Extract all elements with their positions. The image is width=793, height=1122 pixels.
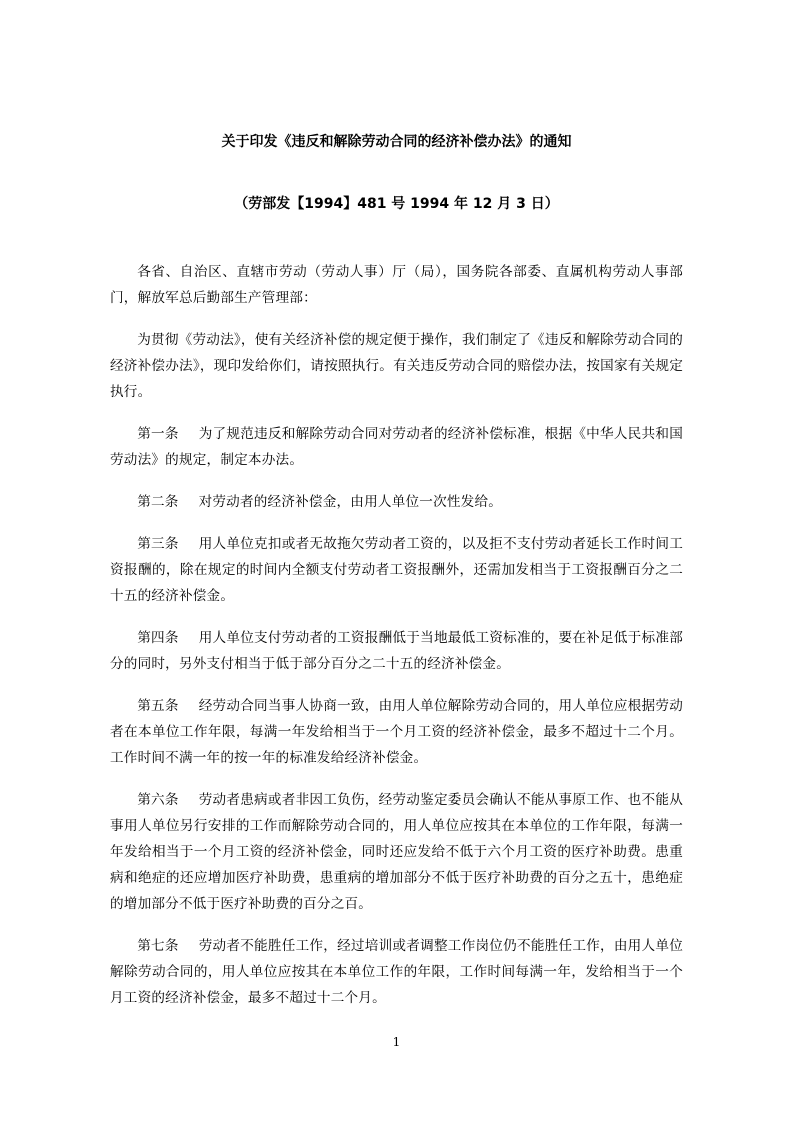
article-label: 第三条 (137, 536, 179, 552)
document-title: 关于印发《违反和解除劳动合同的经济补偿办法》的通知 (221, 134, 572, 150)
article-label: 第五条 (137, 698, 179, 714)
article-1 (110, 421, 683, 473)
article-text: 用人单位支付劳动者的工资报酬低于当地最低工资标准的，要在补足低于标准部分的同时，另外支付相当于低于部分百分之二十五的经济补偿金。 (110, 630, 683, 672)
article-label: 第六条 (137, 792, 179, 808)
page-number: 1 (392, 1035, 401, 1049)
article-text: 劳动者患病或者非因工负伤，经劳动鉴定委员会确认不能从事原工作、也不能从事用人单位另行安排的工作而解除劳动合同的，用人单位应按其在本单位的工作年限，每满一年发给相当于一个月工资的经济补偿金，同时还应发给不低于六个月工资的医疗补助费。患重病和绝症的还应增加医疗补助费，患重病的增加部分不低于医疗补助费的百分之五十，患绝症的增加部分不低于医疗补助费的百分之百。 (110, 792, 683, 912)
article-label: 第二条 (137, 494, 179, 510)
article-text: 用人单位克扣或者无故拖欠劳动者工资的，以及拒不支付劳动者延长工作时间工资报酬的，除在规定的时间内全额支付劳动者工资报酬外，还需加发相当于工资报酬百分之二十五的经济补偿金。 (110, 536, 683, 604)
article-text: 经劳动合同当事人协商一致，由用人单位解除劳动合同的，用人单位应根据劳动者在本单位工作年限，每满一年发给相当于一个月工资的经济补偿金，最多不超过十二个月。工作时间不满一年的按一年的标准发给经济补偿金。 (110, 698, 683, 766)
article-text: 为了规范违反和解除劳动合同对劳动者的经济补偿标准，根据《中华人民共和国劳动法》的规定，制定本办法。 (110, 426, 683, 468)
article-text: 对劳动者的经济补偿金，由用人单位一次性发给。 (198, 494, 503, 510)
article-label: 第一条 (137, 426, 179, 442)
intro-paragraph-notice: 为贯彻《劳动法》，使有关经济补偿的规定便于操作，我们制定了《违反和解除劳动合同的经济补偿办法》，现印发给你们，请按照执行。有关违反劳动合同的赔偿办法，按国家有关规定执行。 (110, 332, 683, 400)
article-2 (110, 489, 683, 515)
article-label: 第七条 (137, 938, 179, 954)
intro-paragraph-addressees: 各省、自治区、直辖市劳动（劳动人事）厅（局），国务院各部委、直属机构劳动人事部门，解放军总后勤部生产管理部： (110, 264, 683, 306)
article-3 (110, 531, 683, 609)
document-body (110, 259, 683, 1027)
article-label: 第四条 (137, 630, 179, 646)
article-6 (110, 787, 683, 917)
article-4 (110, 625, 683, 677)
document-subtitle: （劳部发【1994】481 号 1994 年 12 月 3 日） (234, 196, 559, 212)
article-7 (110, 933, 683, 1011)
article-text: 劳动者不能胜任工作，经过培训或者调整工作岗位仍不能胜任工作，由用人单位解除劳动合同的，用人单位应按其在本单位工作的年限，工作时间每满一年，发给相当于一个月工资的经济补偿金，最多不超过十二个月。 (110, 938, 683, 1006)
article-5 (110, 693, 683, 771)
